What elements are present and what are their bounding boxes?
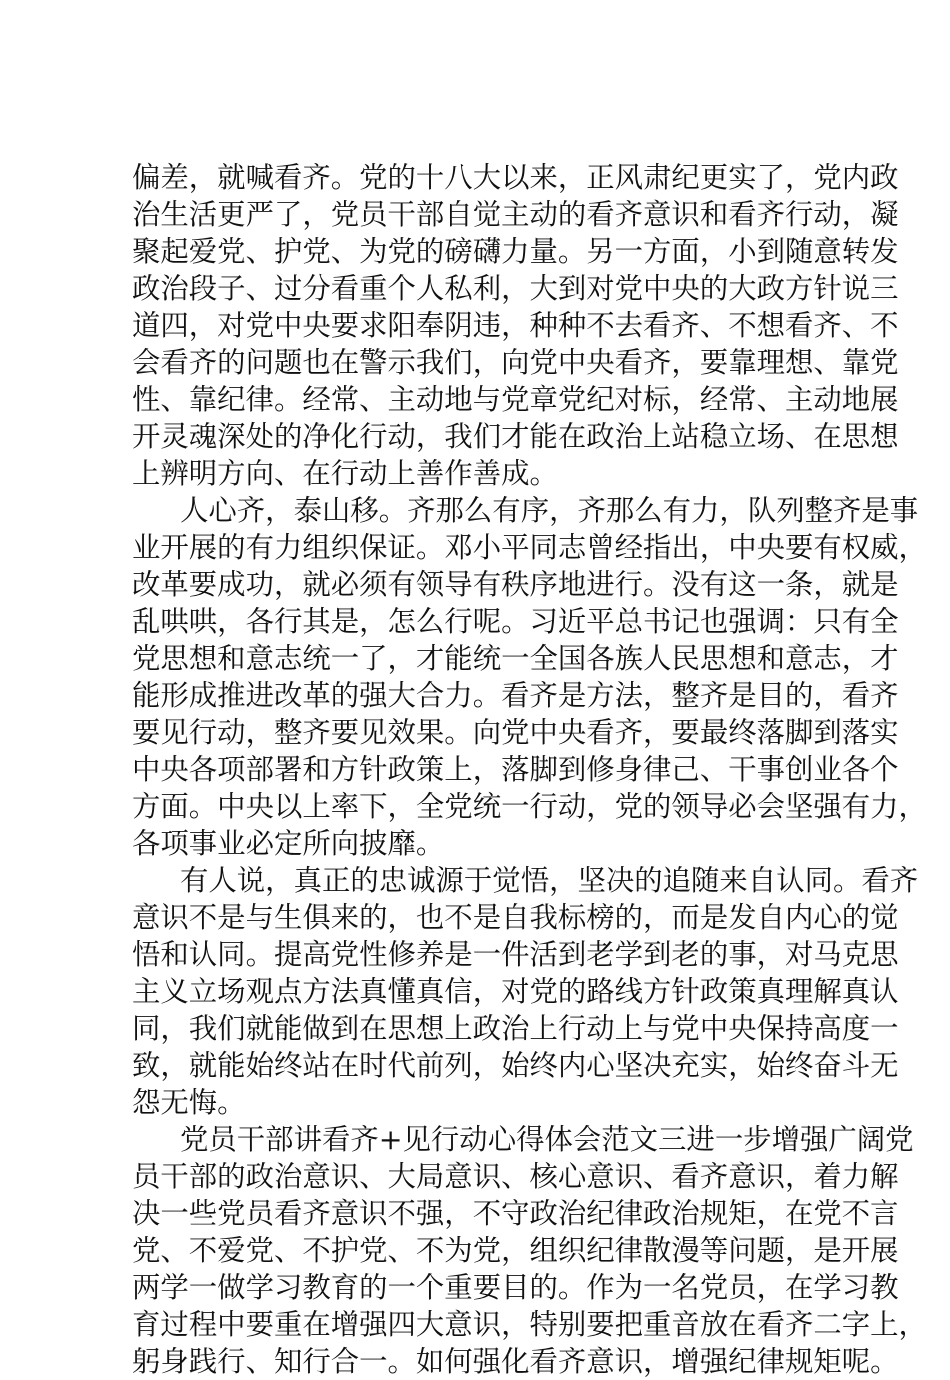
paragraph-start: 人心齐，泰山移。齐那么有序，齐那么有力，队列整齐是事 [180,494,919,527]
text-line: 党、不爱党、不护党、不为党，组织纪律散漫等问题，是开展 [132,1234,899,1267]
body-text [132,159,927,1380]
text-line: 开灵魂深处的净化行动，我们才能在政治上站稳立场、在思想 [132,420,899,453]
text-line: 党思想和意志统一了，才能统一全国各族人民思想和意志，才 [132,642,899,675]
text-line: 育过程中要重在增强四大意识，特别要把重音放在看齐二字上， [132,1308,927,1341]
text-line: 改革要成功，就必须有领导有秩序地进行。没有这一条，就是 [132,568,899,601]
text-line: 怨无悔。 [132,1086,246,1119]
text-line: 各项事业必定所向披靡。 [132,827,445,860]
text-line: 乱哄哄，各行其是，怎么行呢。习近平总书记也强调：只有全 [132,605,899,638]
text-line: 决一些党员看齐意识不强，不守政治纪律政治规矩，在党不言 [132,1197,899,1230]
text-line: 能形成推进改革的强大合力。看齐是方法，整齐是目的，看齐 [132,679,899,712]
text-line: 同，我们就能做到在思想上政治上行动上与党中央保持高度一 [132,1012,899,1045]
paragraph-start: 有人说，真正的忠诚源于觉悟，坚决的追随来自认同。看齐 [180,864,919,897]
text-line: 政治段子、过分看重个人私利，大到对党中央的大政方针说三 [132,272,899,305]
text-line: 性、靠纪律。经常、主动地与党章党纪对标，经常、主动地展 [132,383,899,416]
text-line: 治生活更严了，党员干部自觉主动的看齐意识和看齐行动，凝 [132,198,899,231]
text-line: 业开展的有力组织保证。邓小平同志曾经指出，中央要有权威， [132,531,927,564]
text-line: 两学一做学习教育的一个重要目的。作为一名党员，在学习教 [132,1271,899,1304]
text-line: 主义立场观点方法真懂真信，对党的路线方针政策真理解真认 [132,975,899,1008]
text-line: 上辨明方向、在行动上善作善成。 [132,457,558,490]
paragraph-start: 党员干部讲看齐+见行动心得体会范文三进一步增强广阔党 [180,1123,914,1156]
text-line: 躬身践行、知行合一。如何强化看齐意识，增强纪律规矩呢。 [132,1345,899,1378]
text-line: 意识不是与生俱来的，也不是自我标榜的，而是发自内心的觉 [132,901,899,934]
text-line: 要见行动，整齐要见效果。向党中央看齐，要最终落脚到落实 [132,716,899,749]
text-line: 会看齐的问题也在警示我们，向党中央看齐，要靠理想、靠党 [132,346,899,379]
text-line: 偏差，就喊看齐。党的十八大以来，正风肃纪更实了，党内政 [132,161,899,194]
text-line: 悟和认同。提高党性修养是一件活到老学到老的事，对马克思 [132,938,899,971]
text-line: 致，就能始终站在时代前列，始终内心坚决充实，始终奋斗无 [132,1049,899,1082]
text-line: 员干部的政治意识、大局意识、核心意识、看齐意识，着力解 [132,1160,899,1193]
text-line: 聚起爱党、护党、为党的磅礴力量。另一方面，小到随意转发 [132,235,899,268]
text-line: 道四，对党中央要求阳奉阴违，种种不去看齐、不想看齐、不 [132,309,899,342]
text-line: 中央各项部署和方针政策上，落脚到修身律己、干事创业各个 [132,753,899,786]
text-line: 方面。中央以上率下，全党统一行动，党的领导必会坚强有力， [132,790,927,823]
